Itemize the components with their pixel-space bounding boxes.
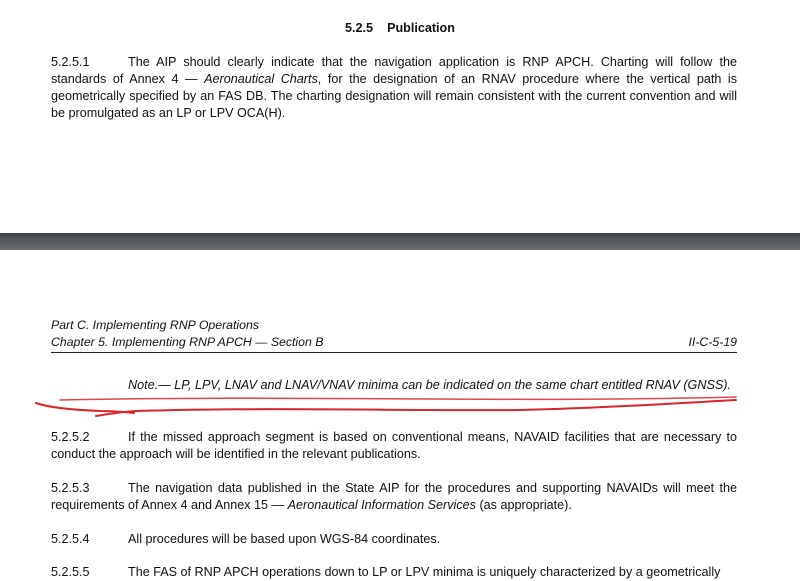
paragraph-5-2-5-3 bbox=[51, 480, 737, 514]
running-head-chapter-text: Chapter 5. Implementing RNP APCH — Section B bbox=[51, 335, 324, 349]
page-number: II-C-5-19 bbox=[688, 335, 737, 349]
paragraph-5-2-5-1 bbox=[51, 54, 737, 122]
lower-page bbox=[0, 250, 800, 579]
paragraph-text: If the missed approach segment is based on conventional means, NAVAID facilities that are necessary to conduct the approach will be identified in the relevant publications. bbox=[51, 430, 737, 461]
paragraph-5-2-5-2 bbox=[51, 429, 737, 463]
paragraph-5-2-5-5 bbox=[51, 564, 737, 581]
paragraph-text: The AIP should clearly indicate that the navigation application is RNP APCH. Charting will follow the standards of Annex 4 — bbox=[51, 55, 737, 86]
running-head-part bbox=[51, 317, 737, 334]
paragraph-text: All procedures will be based upon WGS-84 coordinates. bbox=[128, 532, 441, 546]
paragraph-number: 5.2.5.4 bbox=[51, 532, 90, 546]
upper-page bbox=[0, 0, 800, 233]
paragraph-number: 5.2.5.2 bbox=[51, 430, 90, 444]
paragraph-5-2-5-4 bbox=[51, 531, 737, 548]
section-heading bbox=[0, 20, 800, 37]
paragraph-number: 5.2.5.3 bbox=[51, 481, 90, 495]
paragraph-italic-text: Aeronautical Charts bbox=[204, 72, 318, 86]
paragraph-italic-text: Aeronautical Information Services bbox=[287, 498, 476, 512]
section-heading-number: 5.2.5 bbox=[345, 21, 374, 35]
section-heading-title: Publication bbox=[387, 21, 455, 35]
running-head-chapter bbox=[51, 334, 737, 351]
page-break-gap bbox=[0, 233, 800, 250]
note-text: Note.— LP, LPV, LNAV and LNAV/VNAV minima can be indicated on the same chart entitled RNAV (GNSS). bbox=[128, 378, 731, 392]
paragraph-text: The navigation data published in the State AIP for the procedures and supporting NAVAIDs will meet the requirements of Annex 4 and Annex 15 — bbox=[51, 481, 737, 512]
paragraph-number: 5.2.5.5 bbox=[51, 565, 90, 579]
header-rule bbox=[51, 352, 737, 353]
paragraph-text: The FAS of RNP APCH operations down to LP or LPV minima is uniquely characterized by a geometrically bbox=[128, 565, 721, 579]
paragraph-number: 5.2.5.1 bbox=[51, 55, 90, 69]
paragraph-text: (as appropriate). bbox=[475, 498, 572, 512]
running-head-part-text: Part C. Implementing RNP Operations bbox=[51, 318, 259, 332]
paragraph-text: , for the designation of an RNAV procedure where the vertical path is geometrically specified by an FAS DB. The charting designation will remain consistent with the current convention and will be promulgated as an LP or LPV OCA(H). bbox=[51, 72, 737, 120]
